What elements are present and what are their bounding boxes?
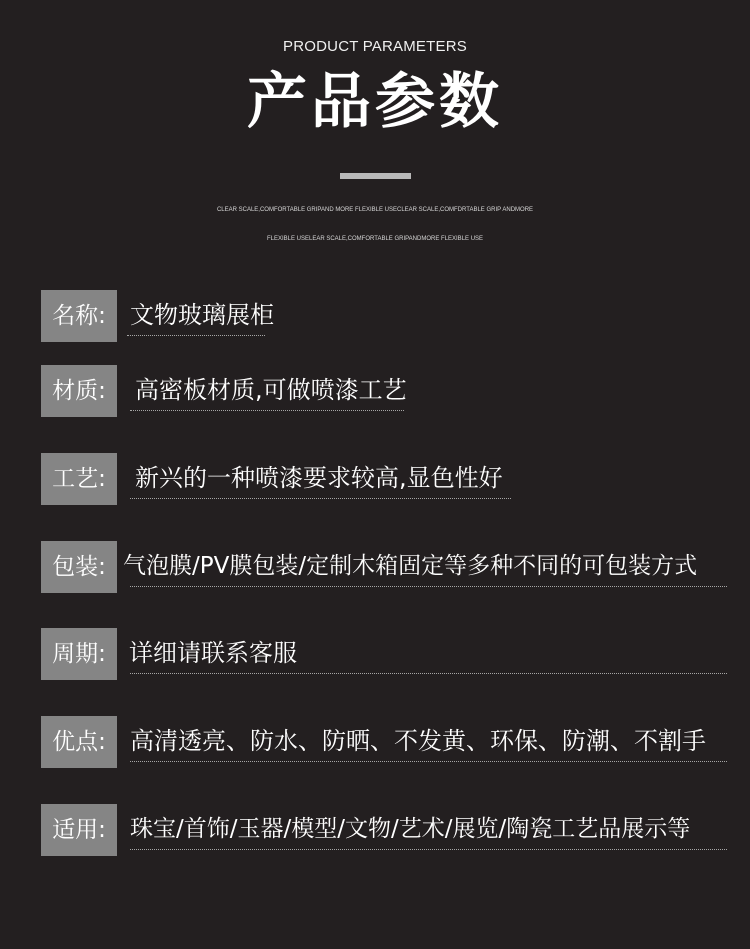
param-underline [127, 335, 265, 336]
page-title: 产品参数 [247, 67, 503, 137]
param-label: 周期: [41, 628, 117, 680]
param-row-advantages [41, 716, 731, 768]
subtitle-en: PRODUCT PARAMETERS [283, 38, 467, 55]
param-underline [130, 410, 404, 411]
param-value: 气泡膜/PV膜包装/定制木箱固定等多种不同的可包装方式 [123, 553, 698, 579]
param-row-name [41, 290, 731, 342]
description-line-2: FLEXIBLE USELEAR SCALE,COMFORTABLE GRIPANDMORE FLEXIBLE USE [266, 236, 484, 242]
param-label: 材质: [41, 365, 117, 417]
param-row-packaging [41, 541, 731, 593]
param-label: 适用: [41, 804, 117, 856]
param-row-material [41, 365, 731, 417]
description-line-1: CLEAR SCALE,COMFORTABLE GRIPAND MORE FLEXIBLE USECLEAR SCALE,COMFDRTABLE GRIP ANDMORE [216, 207, 534, 213]
param-underline [130, 498, 511, 499]
param-value: 高清透亮、防水、防晒、不发黄、环保、防潮、不割手 [130, 727, 706, 755]
title-divider [340, 173, 411, 179]
param-underline [130, 761, 727, 762]
param-label: 包装: [41, 541, 117, 593]
param-value: 文物玻璃展柜 [130, 301, 274, 329]
param-value: 珠宝/首饰/玉器/模型/文物/艺术/展览/陶瓷工艺品展示等 [130, 816, 691, 842]
param-label: 工艺: [41, 453, 117, 505]
param-value: 详细请联系客服 [129, 639, 297, 667]
param-underline [130, 673, 727, 674]
param-underline [130, 849, 727, 850]
param-label: 名称: [41, 290, 117, 342]
param-value: 新兴的一种喷漆要求较高,显色性好 [135, 464, 503, 492]
param-row-cycle [41, 628, 731, 680]
param-row-craft [41, 453, 731, 505]
param-value: 高密板材质,可做喷漆工艺 [135, 376, 407, 404]
param-label: 优点: [41, 716, 117, 768]
param-row-applicable [41, 804, 731, 856]
param-underline [130, 586, 727, 587]
